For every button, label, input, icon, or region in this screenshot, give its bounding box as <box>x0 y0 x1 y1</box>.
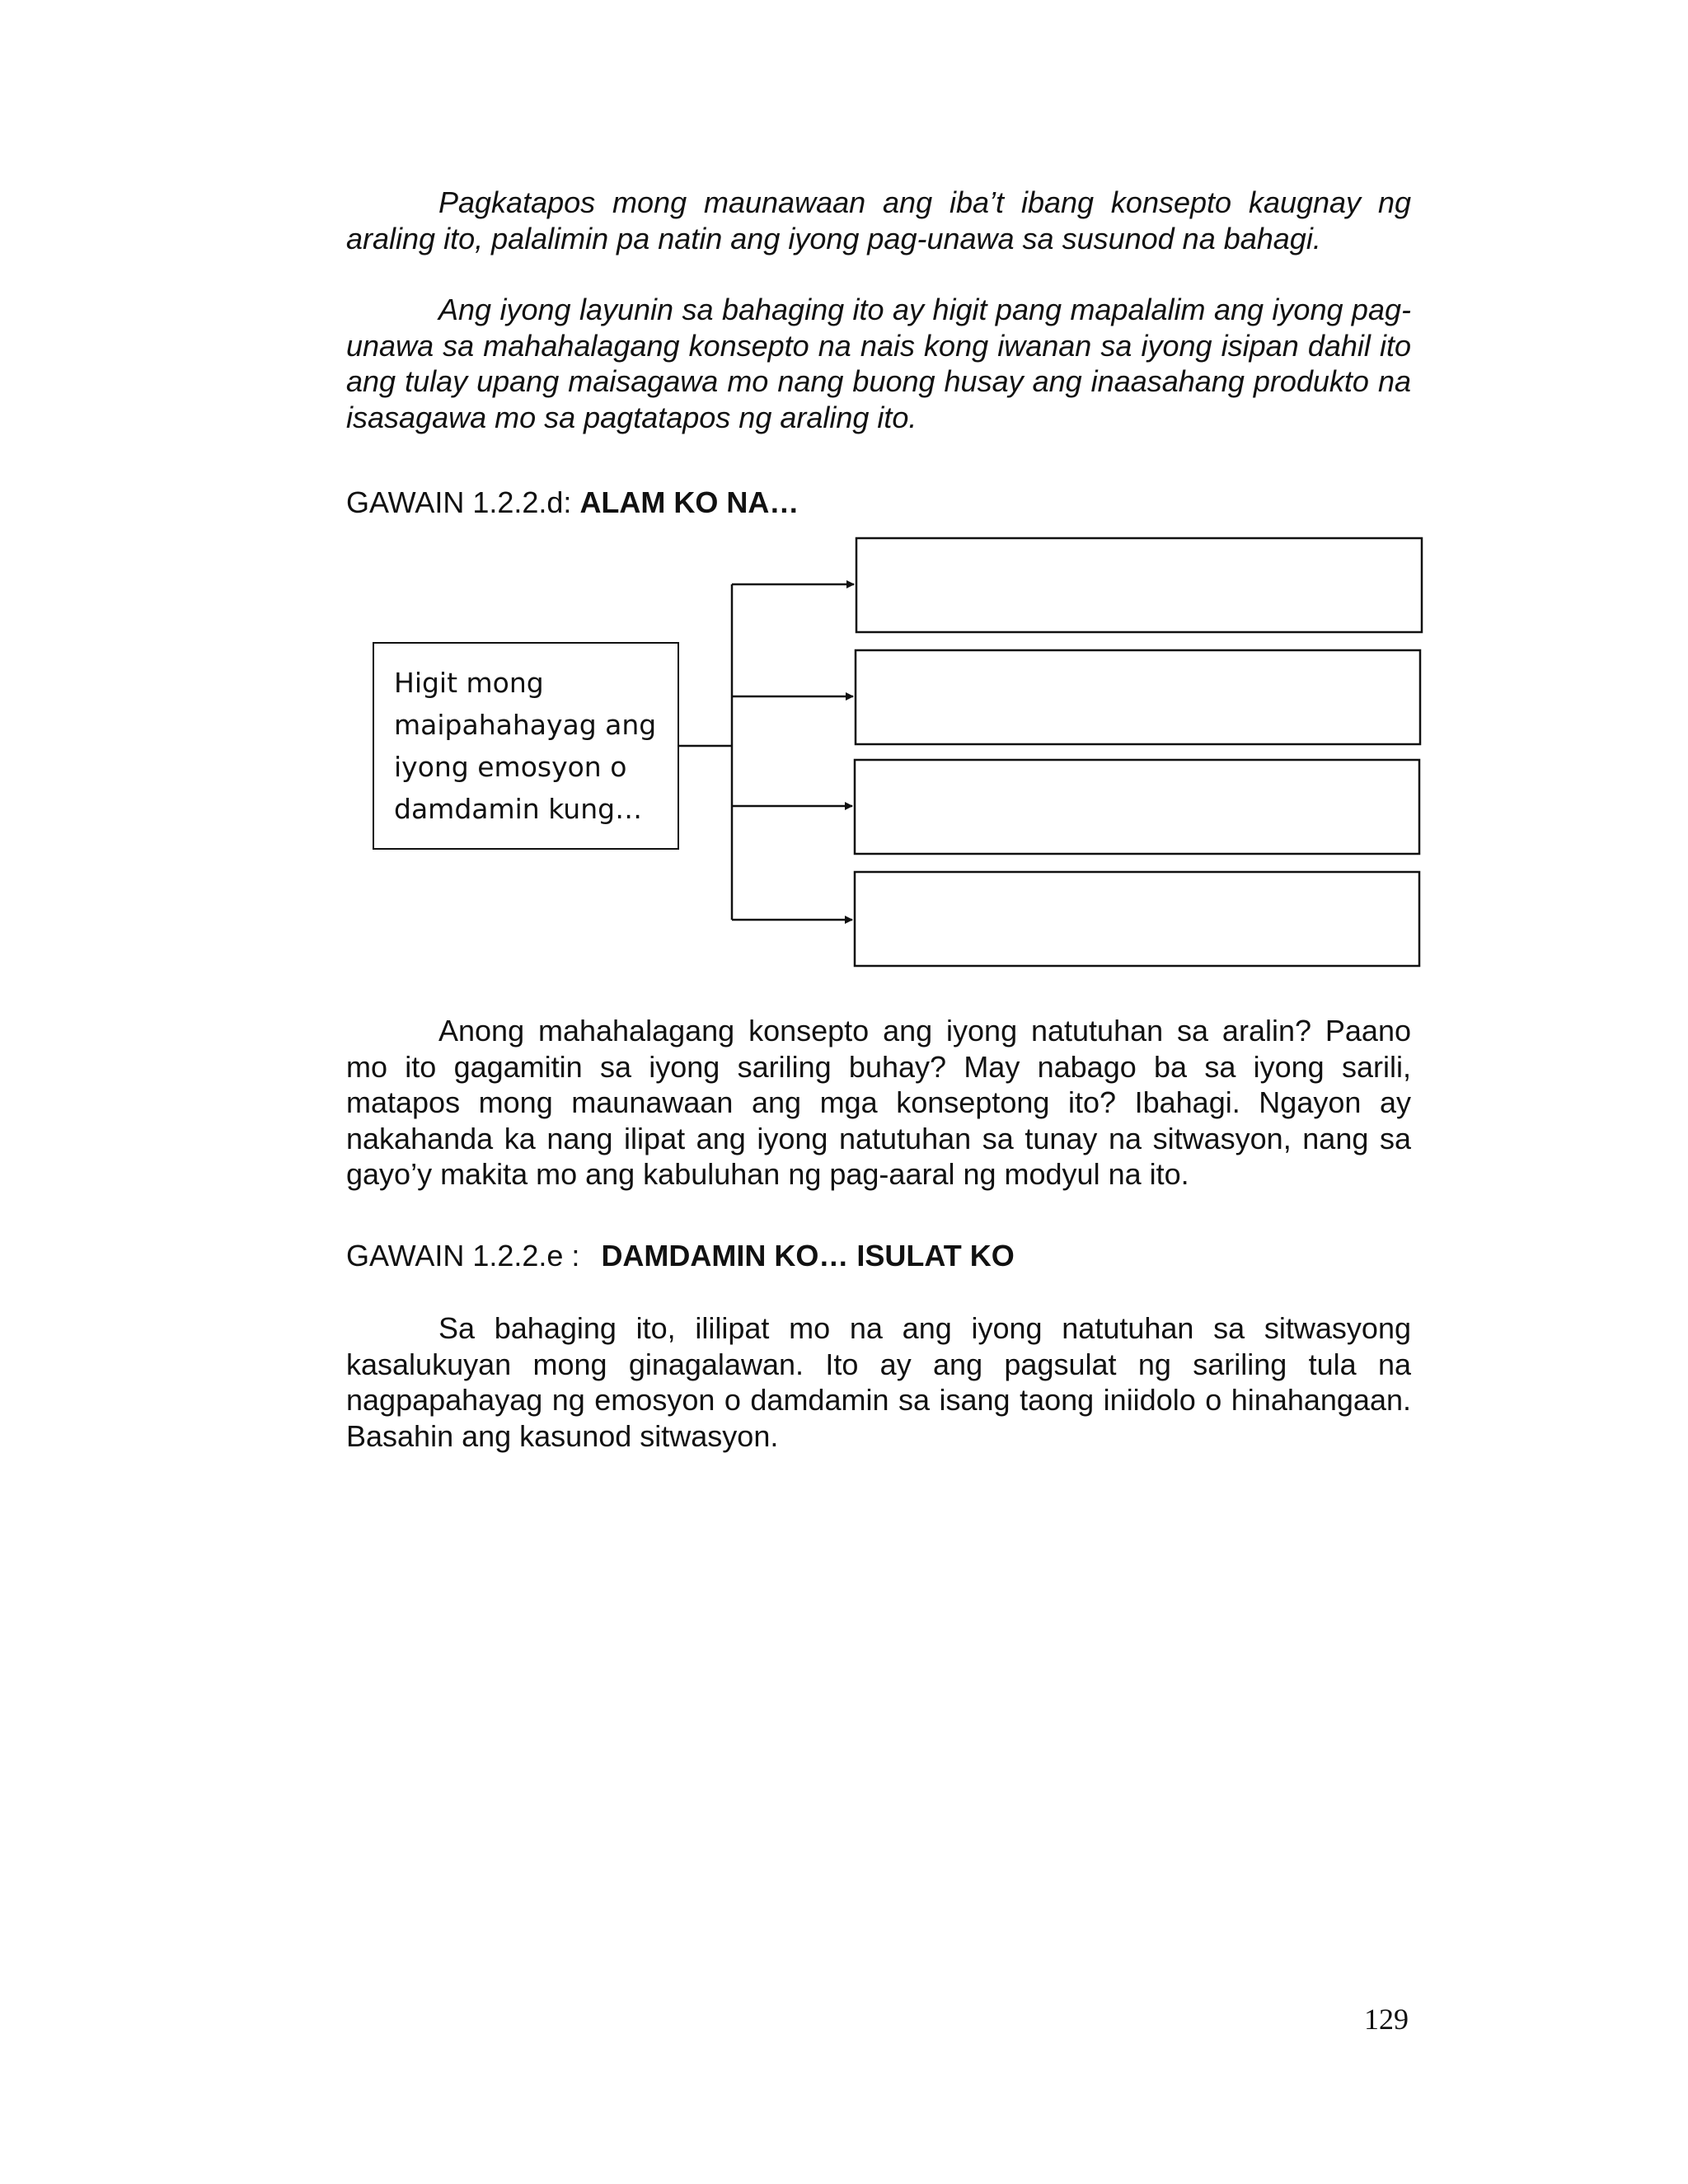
activity-e-paragraph: Sa bahaging ito, ililipat mo na ang iyong natutuhan sa sitwasyong kasalukuyan mong ginagalawan. Ito ay ang pagsulat ng sariling tula na nagpapahayag ng emosyon o damdamin sa isang taong iniidolo o hinahangaan. Basahin ang kasunod sitwasyon. <box>346 1311 1411 1453</box>
answer-box-1 <box>856 538 1422 632</box>
intro-paragraph-1: Pagkatapos mong maunawaan ang iba’t ibang konsepto kaugnay ng araling ito, palalimin pa natin ang iyong pag-unawa sa susunod na bahagi. <box>346 185 1411 255</box>
diagram-source-box <box>373 642 679 850</box>
answer-box-4 <box>855 872 1419 966</box>
diagram-source-text: Higit mong maipahahayag ang iyong emosyon o damdamin kung… <box>394 667 657 825</box>
page-number: 129 <box>1364 2003 1409 2036</box>
answer-box-2 <box>856 650 1420 744</box>
activity-e-title: DAMDAMIN KO… ISULAT KO <box>601 1239 1015 1272</box>
activity-d-label: GAWAIN 1.2.2.d: <box>346 485 580 519</box>
activity-d-title: ALAM KO NA… <box>579 485 799 519</box>
intro-paragraph-2: Ang iyong layunin sa bahaging ito ay higit pang mapalalim ang iyong pag-unawa sa mahahalagang konsepto na nais kong iwanan sa iyong isipan dahil ito ang tulay upang maisagawa mo nang buong husay ang inaasahang produkto na isasagawa mo sa pagtatapos ng araling ito. <box>346 293 1411 434</box>
activity-e-label: GAWAIN 1.2.2.e : <box>346 1239 580 1272</box>
reflection-paragraph: Anong mahahalagang konsepto ang iyong natutuhan sa aralin? Paano mo ito gagamitin sa iyong sariling buhay? May nabago ba sa iyong sarili, matapos mong maunawaan ang mga konseptong ito? Ibahagi. Ngayon ay nakahanda ka nang ilipat ang iyong natutuhan sa tunay na sitwasyon, nang sa gayo’y makita mo ang kabuluhan ng pag-aaral ng modyul na ito. <box>346 1014 1411 1191</box>
activity-e-heading <box>346 1238 1015 1274</box>
activity-d-heading <box>346 485 799 521</box>
answer-box-3 <box>855 760 1419 854</box>
